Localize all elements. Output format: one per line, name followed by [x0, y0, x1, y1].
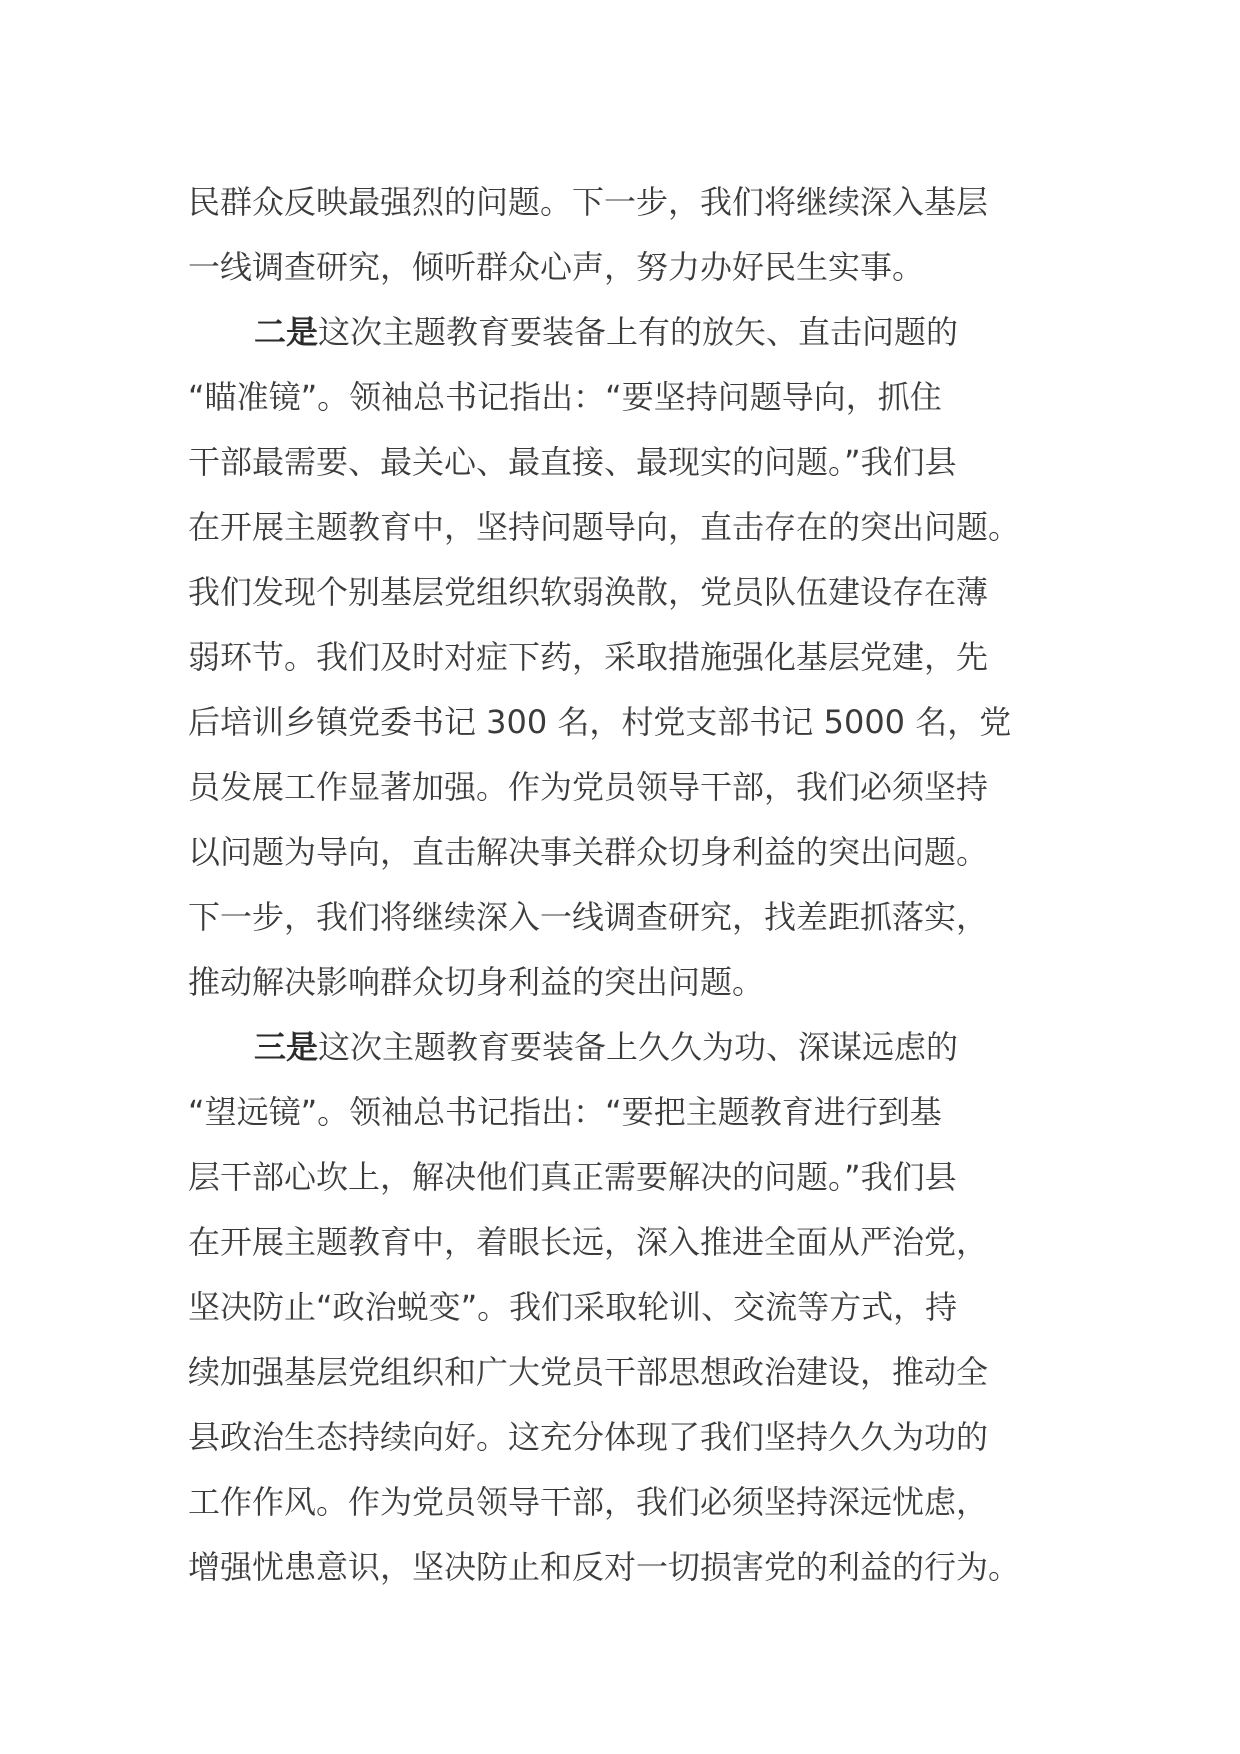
- text-line: 县政治生态持续向好。这充分体现了我们坚持久久为功的: [188, 1418, 989, 1456]
- text-line: “瞄准镜”。领袖总书记指出：“要坚持问题导向，抓住: [188, 378, 942, 416]
- text-line: 后培训乡镇党委书记 300 名，村党支部书记 5000 名，党: [188, 703, 1012, 741]
- paragraph-lead: 二是: [254, 313, 319, 351]
- paragraph-1: [188, 170, 1068, 300]
- text-line: 民群众反映最强烈的问题。下一步，我们将继续深入基层: [188, 183, 989, 221]
- text-line: 坚决防止“政治蜕变”。我们采取轮训、交流等方式，持: [188, 1288, 958, 1326]
- paragraph-lead: 三是: [254, 1028, 319, 1066]
- text-line: 在开展主题教育中，着眼长远，深入推进全面从严治党，: [188, 1223, 989, 1261]
- text-line: 以问题为导向，直击解决事关群众切身利益的突出问题。: [188, 833, 989, 871]
- text-line: 员发展工作显著加强。作为党员领导干部，我们必须坚持: [188, 768, 989, 806]
- text-line: 干部最需要、最关心、最直接、最现实的问题。”我们县: [188, 443, 957, 481]
- text-run: 这次主题教育要装备上久久为功、深谋远虑的: [318, 1028, 959, 1066]
- body-text: [188, 170, 1068, 1600]
- paragraph-first-line: [188, 1015, 1068, 1080]
- text-line: 推动解决影响群众切身利益的突出问题。: [188, 963, 765, 1001]
- text-line: 续加强基层党组织和广大党员干部思想政治建设，推动全: [188, 1353, 989, 1391]
- text-line: “望远镜”。领袖总书记指出：“要把主题教育进行到基: [188, 1093, 942, 1131]
- text-line: 弱环节。我们及时对症下药，采取措施强化基层党建，先: [188, 638, 989, 676]
- text-line: 层干部心坎上，解决他们真正需要解决的问题。”我们县: [188, 1158, 957, 1196]
- paragraph-3: [188, 1015, 1068, 1600]
- paragraph-2: [188, 300, 1068, 1015]
- paragraph-first-line: [188, 300, 1068, 365]
- text-line: 我们发现个别基层党组织软弱涣散，党员队伍建设存在薄: [188, 573, 989, 611]
- text-line: 下一步，我们将继续深入一线调查研究，找差距抓落实，: [188, 898, 989, 936]
- text-run: 这次主题教育要装备上有的放矢、直击问题的: [318, 313, 959, 351]
- text-line: 一线调查研究，倾听群众心声，努力办好民生实事。: [188, 248, 925, 286]
- text-line: 在开展主题教育中，坚持问题导向，直击存在的突出问题。: [188, 508, 1021, 546]
- text-line: 增强忧患意识，坚决防止和反对一切损害党的利益的行为。: [188, 1548, 1021, 1586]
- text-line: 工作作风。作为党员领导干部，我们必须坚持深远忧虑，: [188, 1483, 989, 1521]
